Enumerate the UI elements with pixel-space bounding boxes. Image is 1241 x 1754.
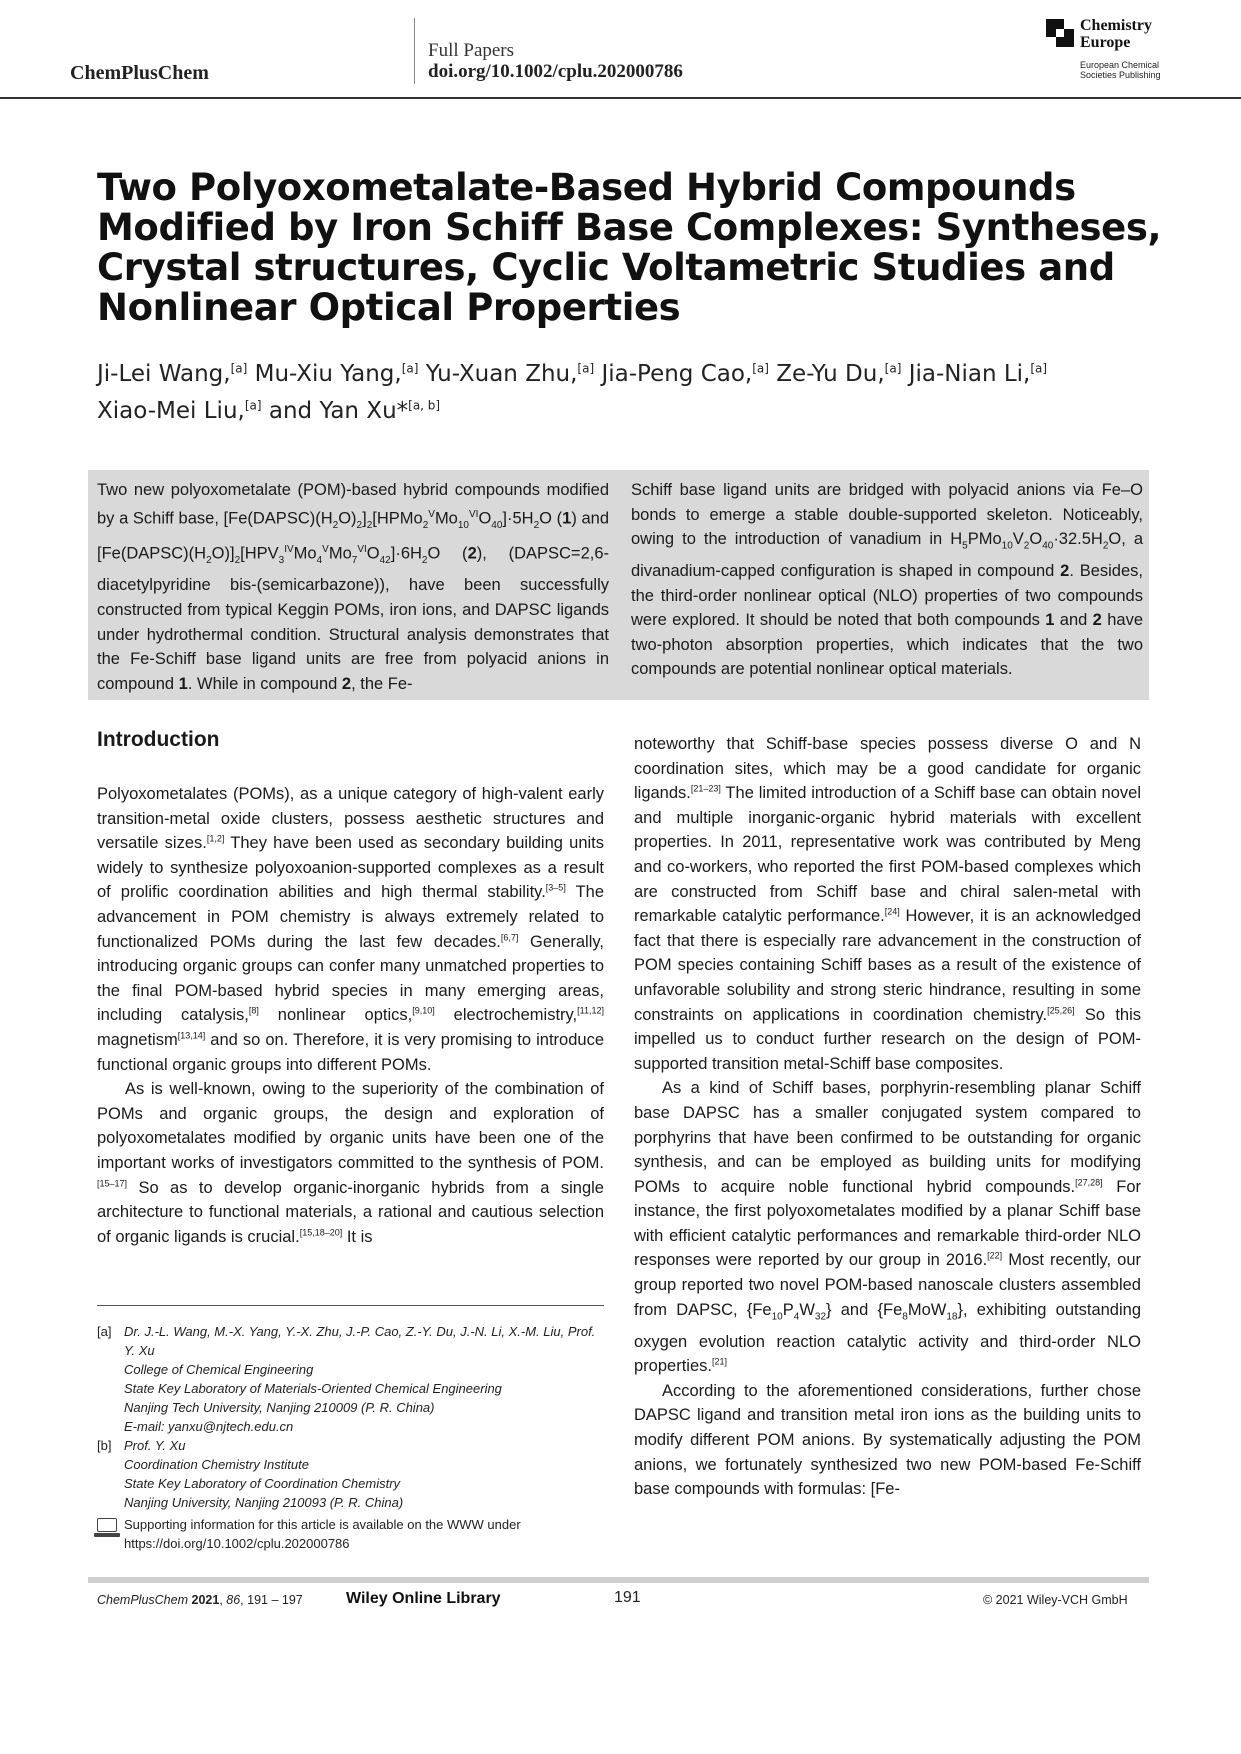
- publisher-name: Chemistry Europe: [1080, 17, 1152, 51]
- abstract-column-right: Schiff base ligand units are bridged with polyacid anions via Fe–O bonds to emerge a stable double-supported skeleton. Noticeably, owing to the introduction of vanadium in $H_5PMo_{10}V_2O_{40}\cdot 32.5H_2O$, a divanadium-capped configuration is shaped in compound 2. Besides, the third-order nonlinear optical (NLO) properties of two compounds were explored. It should be noted that both compounds 1 and 2 have two-photon absorption properties, which indicates that the two compounds are potential nonlinear optical materials.: [631, 481, 1143, 679]
- publisher-logo-icon: [1046, 19, 1074, 47]
- author: Ze-Yu Du,[a]: [776, 360, 902, 387]
- footnote-rule: [97, 1305, 604, 1306]
- journal-name: ChemPlusChem: [70, 62, 209, 84]
- citation[interactable]: [6,7]: [500, 932, 519, 943]
- copyright: © 2021 Wiley-VCH GmbH: [983, 1593, 1128, 1607]
- citation[interactable]: [15–17]: [97, 1178, 128, 1188]
- header-divider: [414, 18, 415, 84]
- doi-link[interactable]: doi.org/10.1002/cplu.202000786: [428, 61, 683, 82]
- paragraph: As is well-known, owing to the superiority of the combination of POMs and organic groups, the design and exploration of polyoxometalates modified by organic units have been one of the important works of investigators committed to the synthesis of POM.[15–17] So as to develop organic-inorganic hybrids from a single architecture to functional materials, a rational and cautious selection of organic ligands is crucial.[15,18–20] It is: [97, 1080, 604, 1246]
- paragraph: Polyoxometalates (POMs), as a unique category of high-valent early transition-metal oxide clusters, possess aesthetic structures and versatile sizes.[1,2] They have been used as secondary building units widely to synthesize polyoxoanion-supported complexes as a result of prolific coordination abilities and high thermal stability.[3–5] The advancement in POM chemistry is always extremely related to functionalized POMs during the last few decades.[6,7] Generally, introducing organic groups can confer many unmatched properties to the final POM-based hybrid species in many emerging areas, including catalysis,[8] nonlinear optics,[9,10] electrochemistry,[11,12] magnetism[13,14] and so on. Therefore, it is very promising to introduce functional organic groups into different POMs.: [97, 785, 605, 1074]
- citation[interactable]: [11,12]: [577, 1005, 604, 1016]
- body-column-right: [634, 732, 1141, 1502]
- author: Xiao-Mei Liu,[a]: [97, 398, 262, 425]
- email-link[interactable]: E-mail: yanxu@njtech.edu.cn: [124, 1419, 294, 1434]
- wiley-library-link[interactable]: Wiley Online Library: [346, 1590, 501, 1607]
- citation[interactable]: [22]: [987, 1250, 1003, 1261]
- citation[interactable]: [21–23]: [690, 783, 721, 794]
- paragraph: According to the aforementioned considerations, further chose DAPSC ligand and transition metal iron ions as the building units to modify different POM anions. By systematically adjusting the POM anions, we fortunately synthesized two new POM-based Fe-Schiff base compounds with formulas: [Fe-: [634, 1381, 1141, 1499]
- affiliation-a: [a] Dr. J.-L. Wang, M.-X. Yang, Y.-X. Zhu, J.-P. Cao, Z.-Y. Du, J.-N. Li, X.-M. Liu, Prof. Y. Xu College of Chemical Engineering State Key Laboratory of Materials-Oriented Chemical Engineering Nanjing Tech University, Nanjing 210009 (P. R. China) E-mail: yanxu@njtech.edu.cn: [97, 1322, 607, 1436]
- author: Ji-Lei Wang,[a]: [97, 360, 248, 387]
- citation[interactable]: [24]: [884, 906, 900, 917]
- author: and Yan Xu*[a, b]: [268, 398, 441, 425]
- author: Yu-Xuan Zhu,[a]: [425, 360, 595, 387]
- citation[interactable]: [1,2]: [206, 833, 225, 844]
- author-list: [97, 352, 1157, 427]
- citation[interactable]: [15,18–20]: [299, 1227, 343, 1238]
- citation[interactable]: [8]: [248, 1005, 259, 1016]
- computer-icon: [97, 1518, 117, 1532]
- author: Jia-Peng Cao,[a]: [601, 360, 769, 387]
- supporting-info[interactable]: Supporting information for this article is available on the WWW under https://doi.org/10.1002/cplu.202000786: [97, 1515, 607, 1553]
- citation[interactable]: [9,10]: [412, 1005, 435, 1016]
- abstract-column-left: Two new polyoxometalate (POM)-based hybrid compounds modified by a Schiff base, $[Fe(DAPSC)(H_2O)_2]_2[HPMo_2^VMo_{10}^{VI}O_{40}]\cdot 5H_2O$ (1) and $[Fe(DAPSC)(H_2O)]_2[HPV_3^{IV}Mo_4^VMo_7^{VI}O_{42}]\cdot 6H_2O$ (2), (DAPSC=2,6-diacetylpyridine bis-(semicarbazone)), have been successfully constructed from typical Keggin POMs, iron ions, and DAPSC ligands under hydrothermal condition. Structural analysis demonstrates that the Fe-Schiff base ligand units are free from polyacid anions in compound 1. While in compound 2, the Fe-: [97, 481, 609, 693]
- citation[interactable]: [27,28]: [1075, 1177, 1103, 1188]
- author: Mu-Xiu Yang,[a]: [254, 360, 419, 387]
- section-heading: Introduction: [97, 728, 220, 751]
- publisher-subtitle: European Chemical Societies Publishing: [1080, 60, 1161, 80]
- citation[interactable]: [21]: [711, 1356, 727, 1367]
- footer-rule: [88, 1577, 1149, 1583]
- footer-citation: ChemPlusChem 2021, 86, 191 – 197: [97, 1593, 303, 1607]
- header-rule: [0, 97, 1241, 99]
- paragraph: As a kind of Schiff bases, porphyrin-resembling planar Schiff base DAPSC has a smaller conjugated system compared to porphyrins that have been confirmed to be outstanding for organic synthesis, and can be employed as building units for modifying POMs to acquire noble functional hybrid compounds.[27,28] For instance, the first polyoxometalates modified by a planar Schiff base with efficient catalytic performances and remarkable third-order NLO responses were reported by our group in 2016.[22] Most recently, our group reported two novel POM-based nanoscale clusters assembled from DAPSC, $\{Fe_{10}P_4W_{32}\}$ and $\{Fe_8MoW_{18}\}$, exhibiting outstanding oxygen evolution reaction catalytic activity and third-order NLO properties.[21]: [634, 1079, 1141, 1376]
- body-column-left: [97, 782, 604, 1249]
- citation[interactable]: [13,14]: [177, 1030, 206, 1041]
- affiliation-b: [b] Prof. Y. Xu Coordination Chemistry Institute State Key Laboratory of Coordination Chemistry Nanjing University, Nanjing 210093 (P. R. China): [97, 1438, 404, 1510]
- article-title: Two Polyoxometalate-Based Hybrid Compounds Modified by Iron Schiff Base Complexes: Syntheses, Crystal structures, Cyclic Voltametric Studies and Nonlinear Optical Properties: [97, 166, 1162, 329]
- paragraph: noteworthy that Schiff-base species possess diverse O and N coordination sites, which may be a good candidate for organic ligands.[21–23] The limited introduction of a Schiff base can obtain novel and multiple inorganic-organic hybrid materials with excellent properties. In 2011, representative work was contributed by Meng and co-workers, who reported the first POM-based complexes which are constructed from Schiff base and chiral salen-metal with remarkable catalytic performance.[24] However, it is an acknowledged fact that there is especially rare advancement in the construction of POM species containing Schiff bases as a result of the existence of unfavorable solubility and strong steric hindrance, resulting in some constraints on applications in coordination chemistry.[25,26] So this impelled us to conduct further research on the design of POM-supported transition metal-Schiff base composites.: [634, 735, 1141, 1073]
- abstract-box: [88, 470, 1149, 700]
- author: Jia-Nian Li,[a]: [908, 360, 1048, 387]
- page-number: 191: [614, 1589, 641, 1606]
- citation[interactable]: [25,26]: [1047, 1005, 1075, 1016]
- citation[interactable]: [3–5]: [545, 882, 566, 893]
- section-label: Full Papers: [428, 40, 515, 61]
- footnotes: [97, 1322, 607, 1553]
